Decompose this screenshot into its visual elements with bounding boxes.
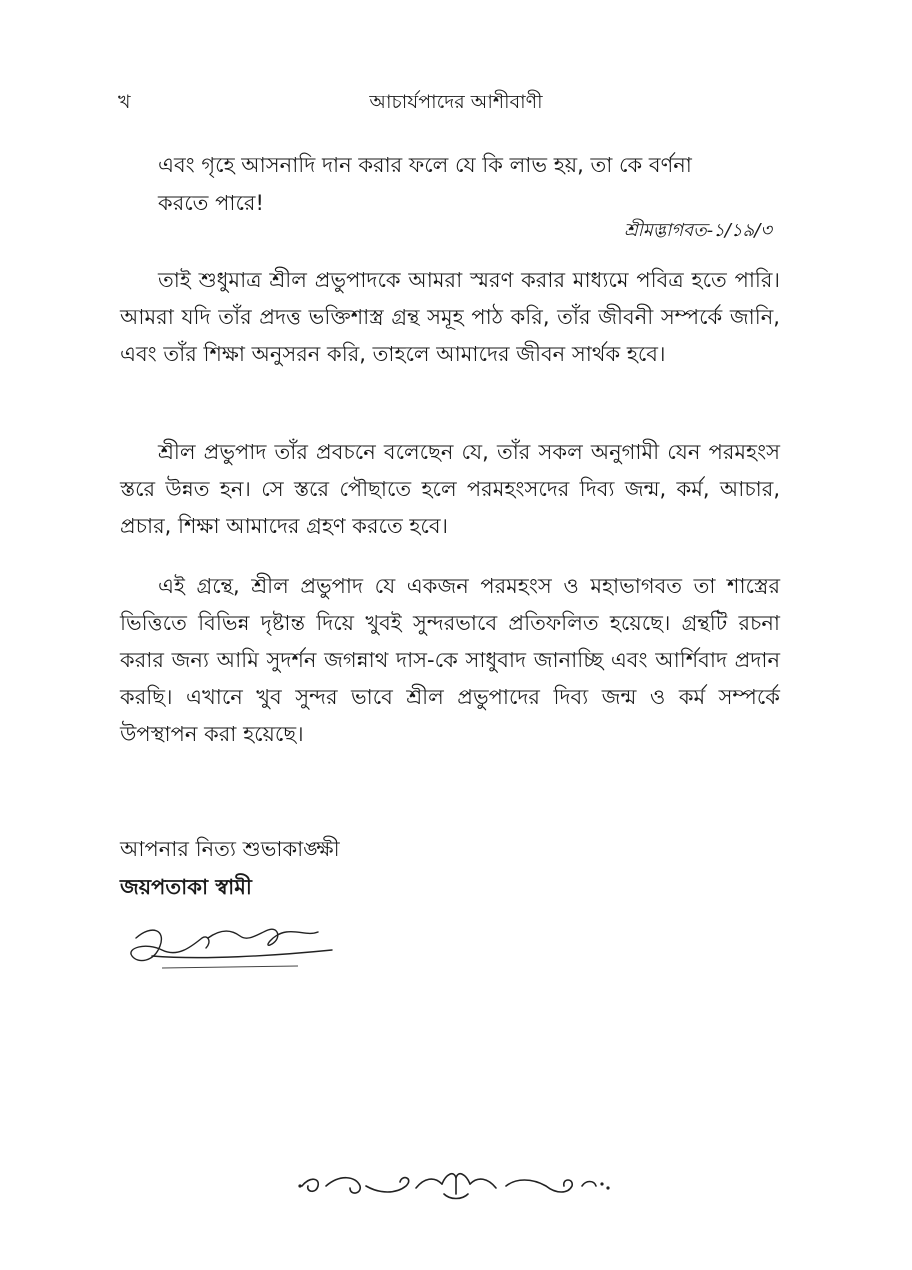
closing-salutation: আপনার নিত্য শুভাকাঙ্ক্ষী [120,837,340,861]
body-paragraph-2: শ্রীল প্রভুপাদ তাঁর প্রবচনে বলেছেন যে, তাঁর সকল অনুগামী যেন পরমহংস স্তরে উন্নত হন। সে স্তরে পৌছাতে হলে পরমহংসদের দিব্য জন্ম, কর্ম, আচার, প্রচার, শিক্ষা আমাদের গ্রহণ করতে হবে। [120,440,780,538]
handwritten-signature [122,916,342,976]
signer-name: জয়পতাকা স্বামী [120,875,252,899]
ornament-flourish-icon [296,1164,616,1208]
quote-block [120,146,780,222]
running-title: আচার্যপাদের আশীবাণী [369,91,543,113]
verse-reference: শ্রীমদ্ভাগবত-১/১৯/৩ [624,220,772,241]
body-paragraph-3: এই গ্রন্থে, শ্রীল প্রভুপাদ যে একজন পরমহংস ও মহাভাগবত তা শাস্ত্রের ভিত্তিতে বিভিন্ন দৃষ্টান্ত দিয়ে খুবই সুন্দরভাবে প্রতিফলিত হয়েছে। গ্রন্থটি রচনা করার জন্য আমি সুদর্শন জগন্নাথ দাস-কে সাধুবাদ জানাচ্ছি এবং আর্শিবাদ প্রদান করছি। এখানে খুব সুন্দর ভাবে শ্রীল প্রভুপাদের দিব্য জন্ম ও কর্ম সম্পর্কে উপস্থাপন করা হয়েছে। [120,574,780,746]
page-number: খ [118,91,131,113]
body-paragraph-1: তাই শুধুমাত্র শ্রীল প্রভুপাদকে আমরা স্মরণ করার মাধ্যমে পবিত্র হতে পারি। আমরা যদি তাঁর প্রদত্ত ভক্তিশাস্ত্র গ্রন্থ সমূহ পাঠ করি, তাঁর জীবনী সম্পর্কে জানি, এবং তাঁর শিক্ষা অনুসরন করি, তাহলে আমাদের জীবন সার্থক হবে। [120,268,780,366]
quote-line-1: এবং গৃহে আসনাদি দান করার ফলে যে কি লাভ হয়, তা কে বর্ণনা [158,153,692,177]
quote-line-2: করতে পারে! [158,191,264,215]
